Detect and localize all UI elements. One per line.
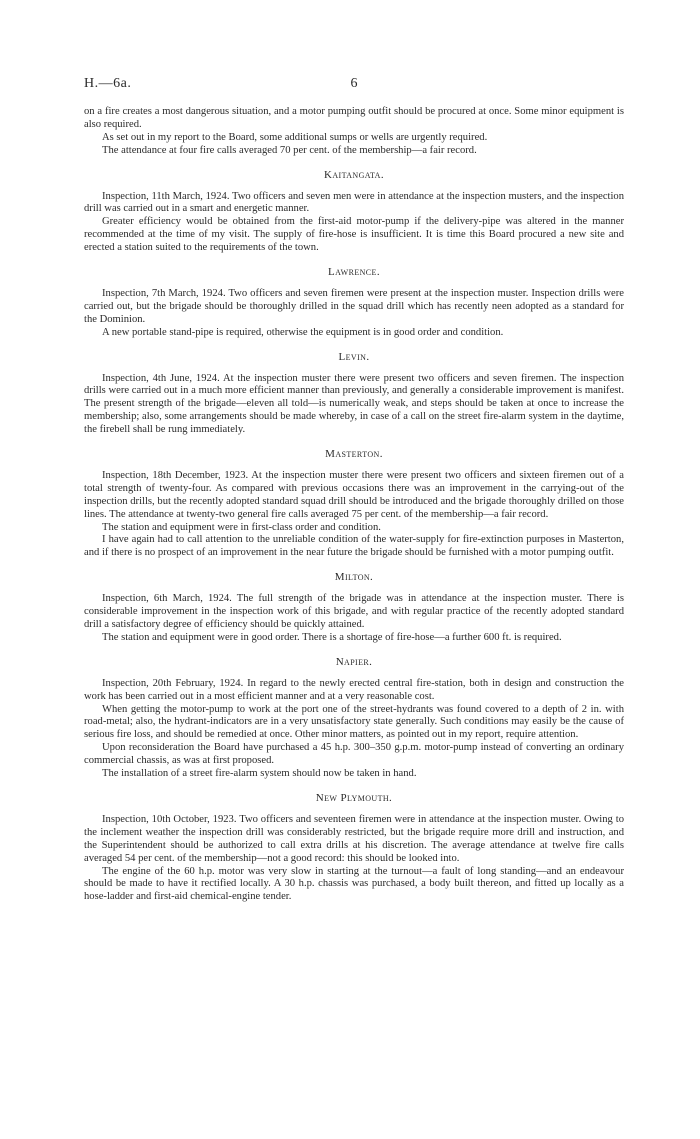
- paragraph: When getting the motor-pump to work at the port one of the street-hydrants was found covered to a depth of 2 in. with road-metal; also, the hydrant-indicators are in a very unsatisfactory state generally. Such conditions may easily be the cause of serious fire loss, and should be remedied at once. Other minor matters, as pointed out in my report, require attention.: [84, 703, 624, 741]
- section-heading: Napier.: [335, 655, 373, 668]
- section-heading: Kaitangata.: [323, 168, 385, 181]
- paragraph: Inspection, 18th December, 1923. At the inspection muster there were present two officers and sixteen firemen out of a total strength of twenty-four. As compared with previous occasions there was an improvement in the carrying-out of the inspection drills, but the recently adopted standard squad drill should be introduced and the brigade thoroughly drilled on those lines. The attendance at twenty-two general fire calls averaged 75 per cent. of the membership—a fair record.: [84, 469, 624, 520]
- section-heading: New Plymouth.: [315, 791, 393, 804]
- section-heading: Levin.: [338, 350, 370, 363]
- report-sections: [84, 169, 624, 905]
- paragraph: Inspection, 4th June, 1924. At the inspection muster there were present two officers and seven firemen. The inspection drills were carried out in a much more efficient manner than previously, and generally a considerable improvement is manifest. The present strength of the brigade—eleven all told—is numerically weak, and steps should be taken at once to increase the membership; also, some arrangements should be made whereby, in case of a call on the street fire-alarm system in the daytime, the firebell shall be rung immediately.: [84, 372, 624, 436]
- report-section: [84, 571, 624, 645]
- paragraph: Upon reconsideration the Board have purchased a 45 h.p. 300–350 g.p.m. motor-pump instead of converting an ordinary commercial chassis, as was at first proposed.: [84, 742, 624, 767]
- report-section: [84, 656, 624, 781]
- paragraph: Inspection, 10th October, 1923. Two officers and seventeen firemen were in attendance at the inspection muster. Owing to the inclement weather the inspection drill was considerably restricted, but the brigade require more drill and instruction, and the Superintendent should be authorized to call extra drills at his discretion. The average attendance at twelve fire calls averaged 54 per cent. of the membership—not a good record: this should be looked into.: [84, 813, 624, 864]
- paragraph: As set out in my report to the Board, some additional sumps or wells are urgently required.: [102, 131, 488, 143]
- document-reference: H.—6a.: [84, 76, 132, 91]
- paragraph: The installation of a street fire-alarm system should now be taken in hand.: [102, 768, 417, 780]
- paragraph: Greater efficiency would be obtained from the first-aid motor-pump if the delivery-pipe was altered in the manner recommended at the time of my visit. The supply of fire-hose is insufficient. It is time this Board procured a new site and erected a station suited to the requirements of the town.: [84, 216, 624, 254]
- paragraph: Inspection, 7th March, 1924. Two officers and seven firemen were present at the inspection muster. Inspection drills were carried out, but the brigade should be thoroughly drilled in the squad drill which has recently neen adopted as a standard for the Dominion.: [84, 287, 624, 325]
- section-heading: Masterton.: [325, 448, 383, 461]
- section-heading: Milton.: [334, 571, 374, 584]
- paragraph: The station and equipment were in first-class order and condition.: [102, 521, 381, 533]
- paragraph: on a fire creates a most dangerous situation, and a motor pumping outfit should be procured at once. Some minor equipment is also required.: [84, 106, 624, 130]
- paragraph: I have again had to call attention to the unreliable condition of the water-supply for fire-extinction purposes in Masterton, and if there is no prospect of an improvement in the near future the brigade should be furnished with a motor pumping outfit.: [84, 534, 624, 559]
- report-section: [84, 351, 624, 437]
- report-section: [84, 792, 624, 904]
- paragraph: The station and equipment were in good order. There is a shortage of fire-hose—a further 600 ft. is required.: [102, 631, 562, 643]
- page-number: 6: [350, 76, 358, 91]
- report-section: [84, 448, 624, 560]
- paragraph: A new portable stand-pipe is required, otherwise the equipment is in good order and condition.: [102, 326, 504, 338]
- paragraph: The engine of the 60 h.p. motor was very slow in starting at the turnout—a fault of long standing—and an endeavour should be made to have it rectified locally. A 30 h.p. chassis was purchased, a body built thereon, and fitted up locally as a hose-ladder and first-aid chemical-engine tender.: [84, 865, 624, 903]
- paragraph: Inspection, 6th March, 1924. The full strength of the brigade was in attendance at the inspection muster. There is considerable improvement in the inspection work of this brigade, and with regular practice of the recently adopted standard drill a satisfactory degree of efficiency should be quickly attained.: [84, 593, 624, 630]
- section-heading: Lawrence.: [328, 266, 380, 279]
- page-header: [84, 78, 624, 100]
- report-section: [84, 169, 624, 255]
- paragraph: Inspection, 20th February, 1924. In regard to the newly erected central fire-station, both in design and construction the work has been carried out in a most efficient manner and at a very reasonable cost.: [84, 677, 624, 702]
- intro-text: [84, 106, 624, 158]
- report-section: [84, 266, 624, 340]
- paragraph: The attendance at four fire calls averaged 70 per cent. of the membership—a fair record.: [102, 144, 477, 156]
- paragraph: Inspection, 11th March, 1924. Two officers and seven men were in attendance at the inspection musters, and the inspection drill was carried out in a smart and energetic manner.: [84, 190, 624, 215]
